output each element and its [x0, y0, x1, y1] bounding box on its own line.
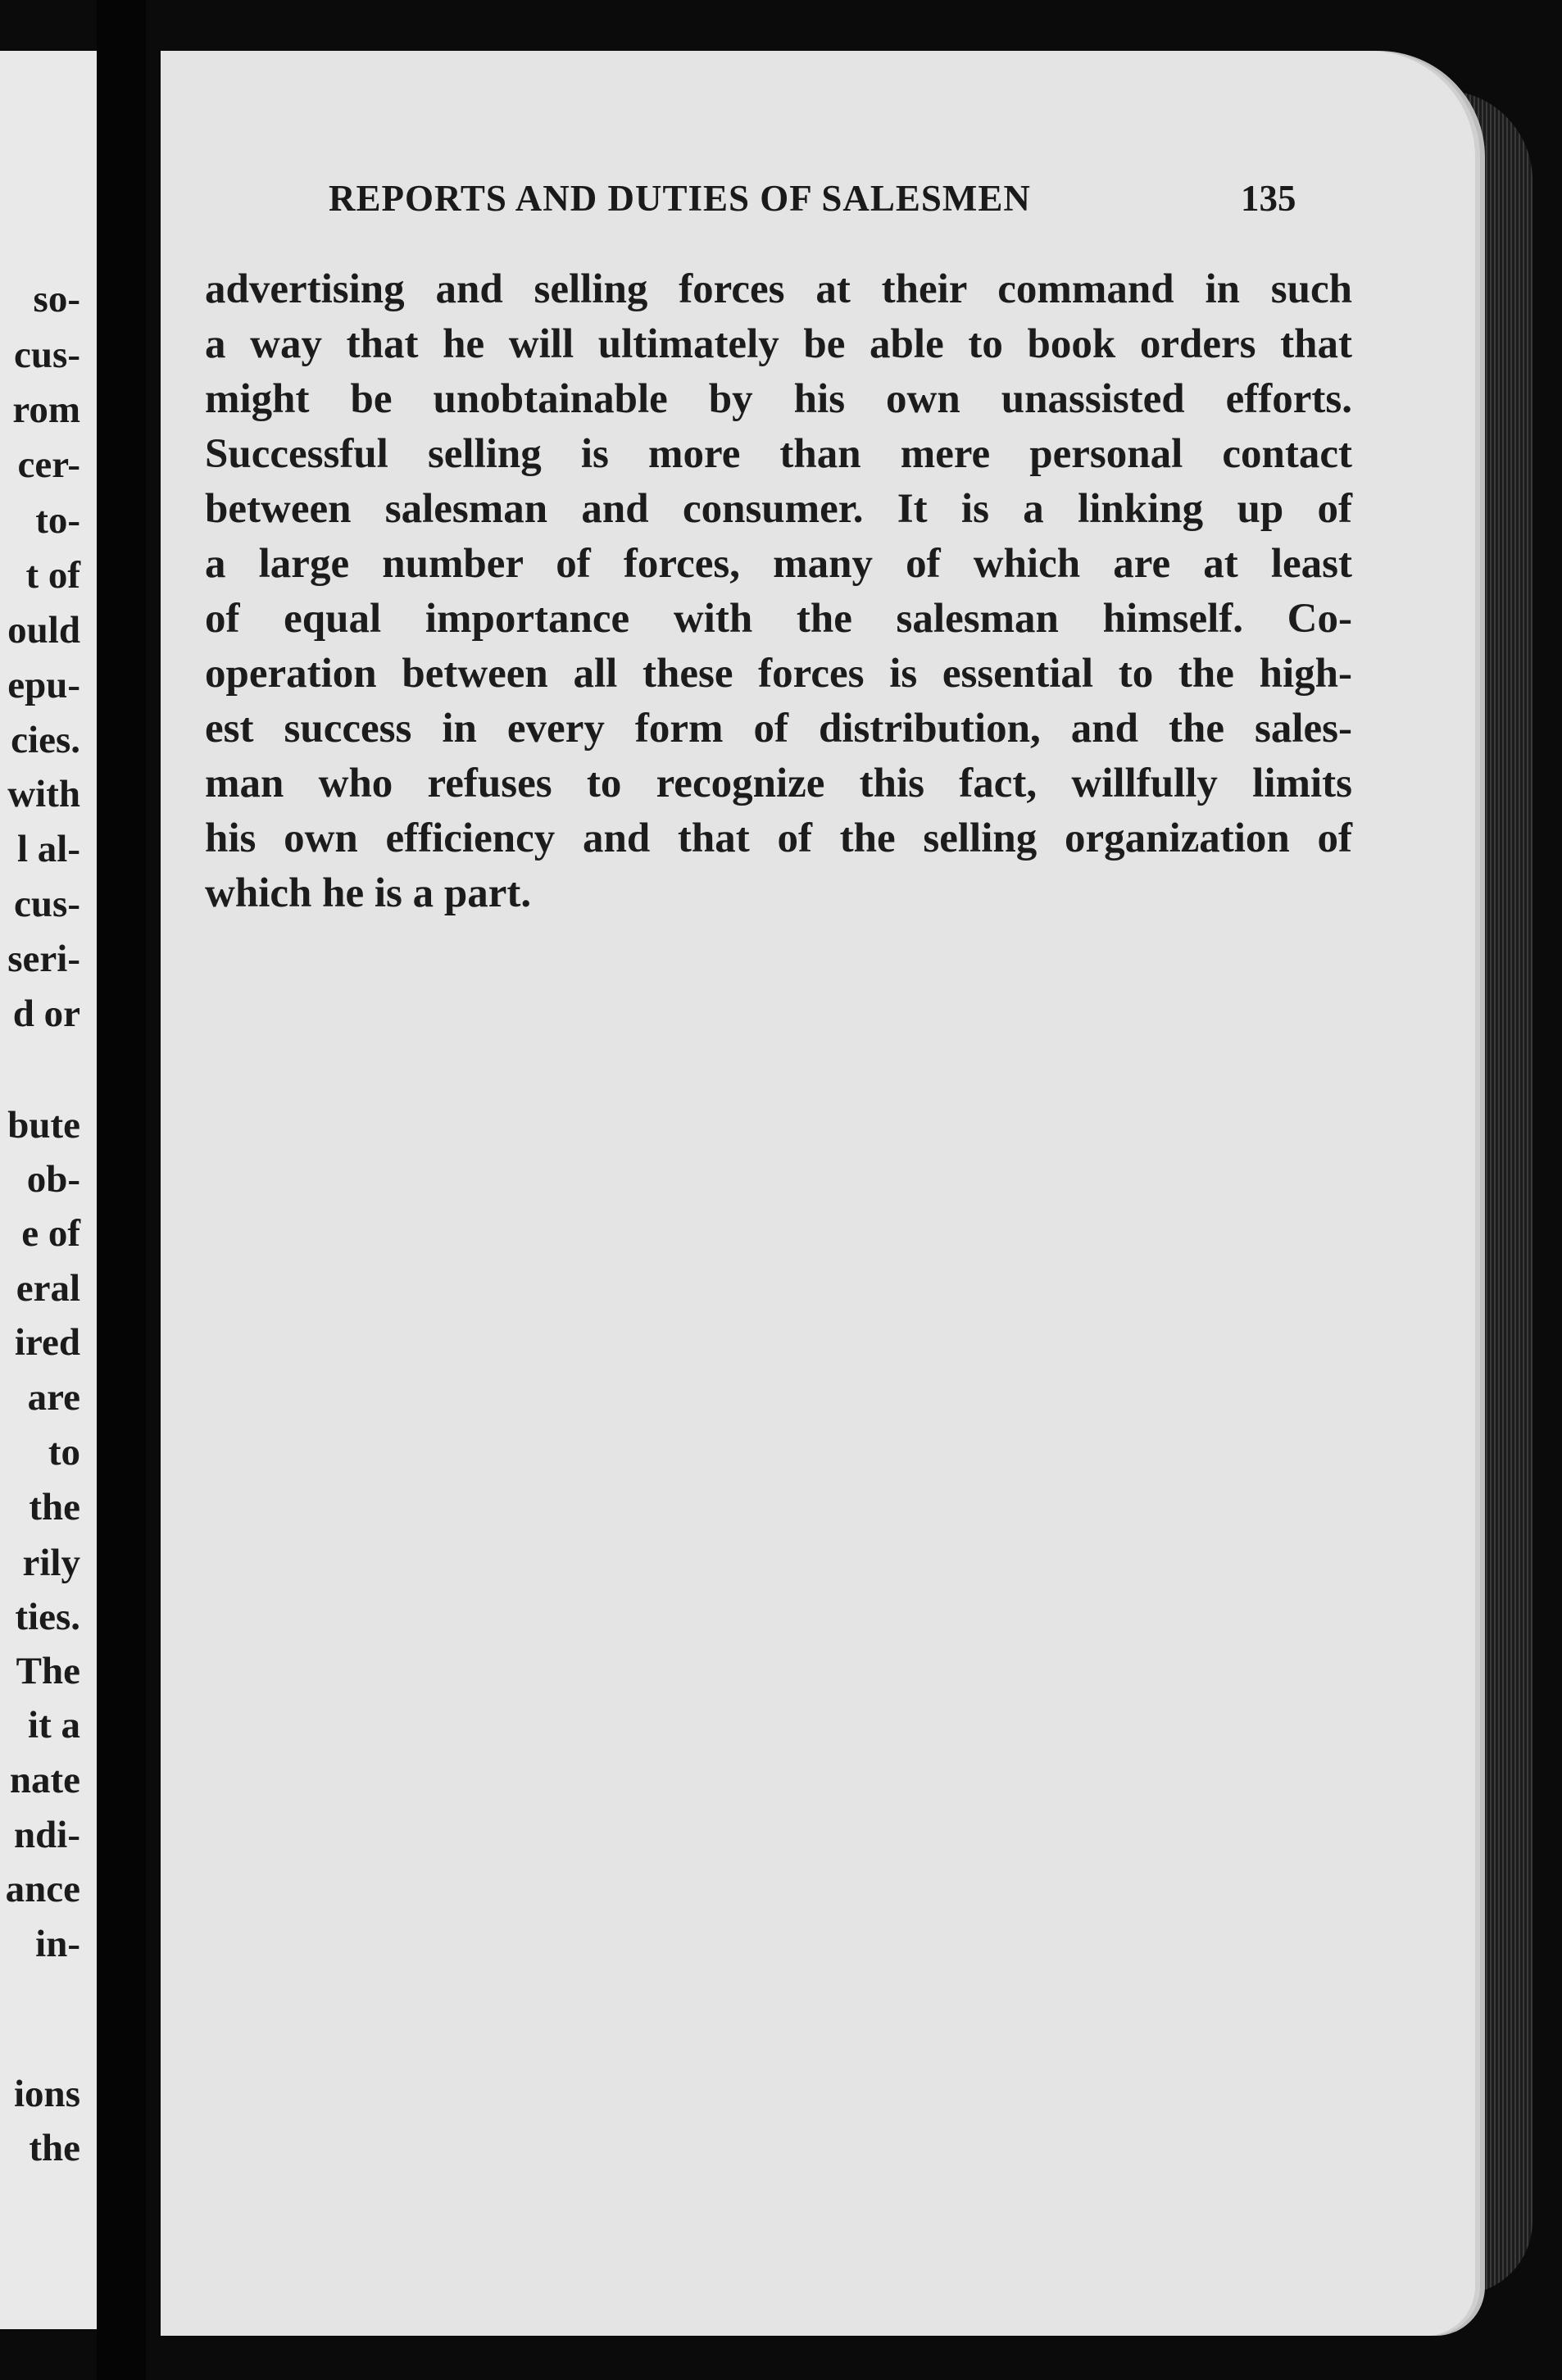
- previous-page-line: t of: [25, 554, 80, 597]
- previous-page-line: l al-: [16, 828, 80, 870]
- previous-page-line: cies.: [11, 719, 80, 761]
- body-line: operation between all these forces is essential to the high-: [205, 651, 1352, 697]
- previous-page-line: it a: [28, 1704, 80, 1746]
- previous-page-line: so-: [33, 278, 80, 320]
- body-line: which he is a part.: [205, 870, 532, 916]
- previous-page-line: ties.: [15, 1596, 80, 1638]
- body-line: est success in every form of distribution, and the sales-: [205, 706, 1352, 752]
- body-line: between salesman and consumer. It is a linking up of: [205, 486, 1352, 532]
- previous-page-line: to: [48, 1431, 80, 1474]
- body-line: Successful selling is more than mere personal contact: [205, 431, 1352, 477]
- body-line: might be unobtainable by his own unassisted efforts.: [205, 376, 1352, 422]
- previous-page-line: bute: [7, 1104, 80, 1147]
- previous-page-line: The: [16, 1650, 80, 1692]
- body-line: a large number of forces, many of which are at least: [205, 541, 1352, 587]
- previous-page-line: ance: [5, 1868, 80, 1910]
- previous-page-line: epu-: [7, 664, 80, 706]
- running-title: REPORTS AND DUTIES OF SALESMEN: [329, 178, 1031, 219]
- body-line: his own efficiency and that of the selling organization of: [205, 815, 1352, 861]
- previous-page-line: ndi-: [14, 1814, 80, 1856]
- page-number: 135: [1241, 178, 1296, 219]
- body-line: of equal importance with the salesman himself. Co-: [205, 596, 1352, 642]
- previous-page-line: rily: [22, 1542, 80, 1584]
- previous-page-line: the: [29, 1486, 80, 1528]
- previous-page-line: seri-: [7, 938, 80, 980]
- previous-page-line: are: [27, 1376, 80, 1419]
- previous-page-line: rom: [12, 388, 80, 431]
- previous-page-line: e of: [21, 1212, 80, 1255]
- body-line: man who refuses to recognize this fact, willfully limits: [205, 761, 1352, 806]
- body-line: advertising and selling forces at their command in such: [205, 266, 1352, 312]
- previous-page-line: ould: [7, 609, 80, 652]
- previous-page-line: to-: [35, 499, 80, 542]
- previous-page-line: cer-: [17, 443, 80, 486]
- previous-page-line: cus-: [14, 334, 80, 376]
- previous-page-line: eral: [16, 1267, 80, 1310]
- body-paragraph: [205, 262, 1352, 921]
- book-page: [161, 51, 1475, 2336]
- previous-page-line: ob-: [26, 1158, 80, 1201]
- body-line: a way that he will ultimately be able to book orders that: [205, 321, 1352, 367]
- previous-page-line: the: [29, 2127, 80, 2169]
- previous-page-line: in-: [35, 1923, 80, 1965]
- previous-page-line: ions: [14, 2073, 80, 2115]
- previous-page-line: cus-: [14, 883, 80, 925]
- previous-page-line: d or: [12, 992, 80, 1035]
- previous-page-fragment: [0, 51, 97, 2329]
- previous-page-line: nate: [9, 1759, 80, 1801]
- previous-page-line: ired: [14, 1321, 80, 1364]
- book-gutter: [97, 0, 146, 2380]
- previous-page-line: with: [7, 773, 80, 815]
